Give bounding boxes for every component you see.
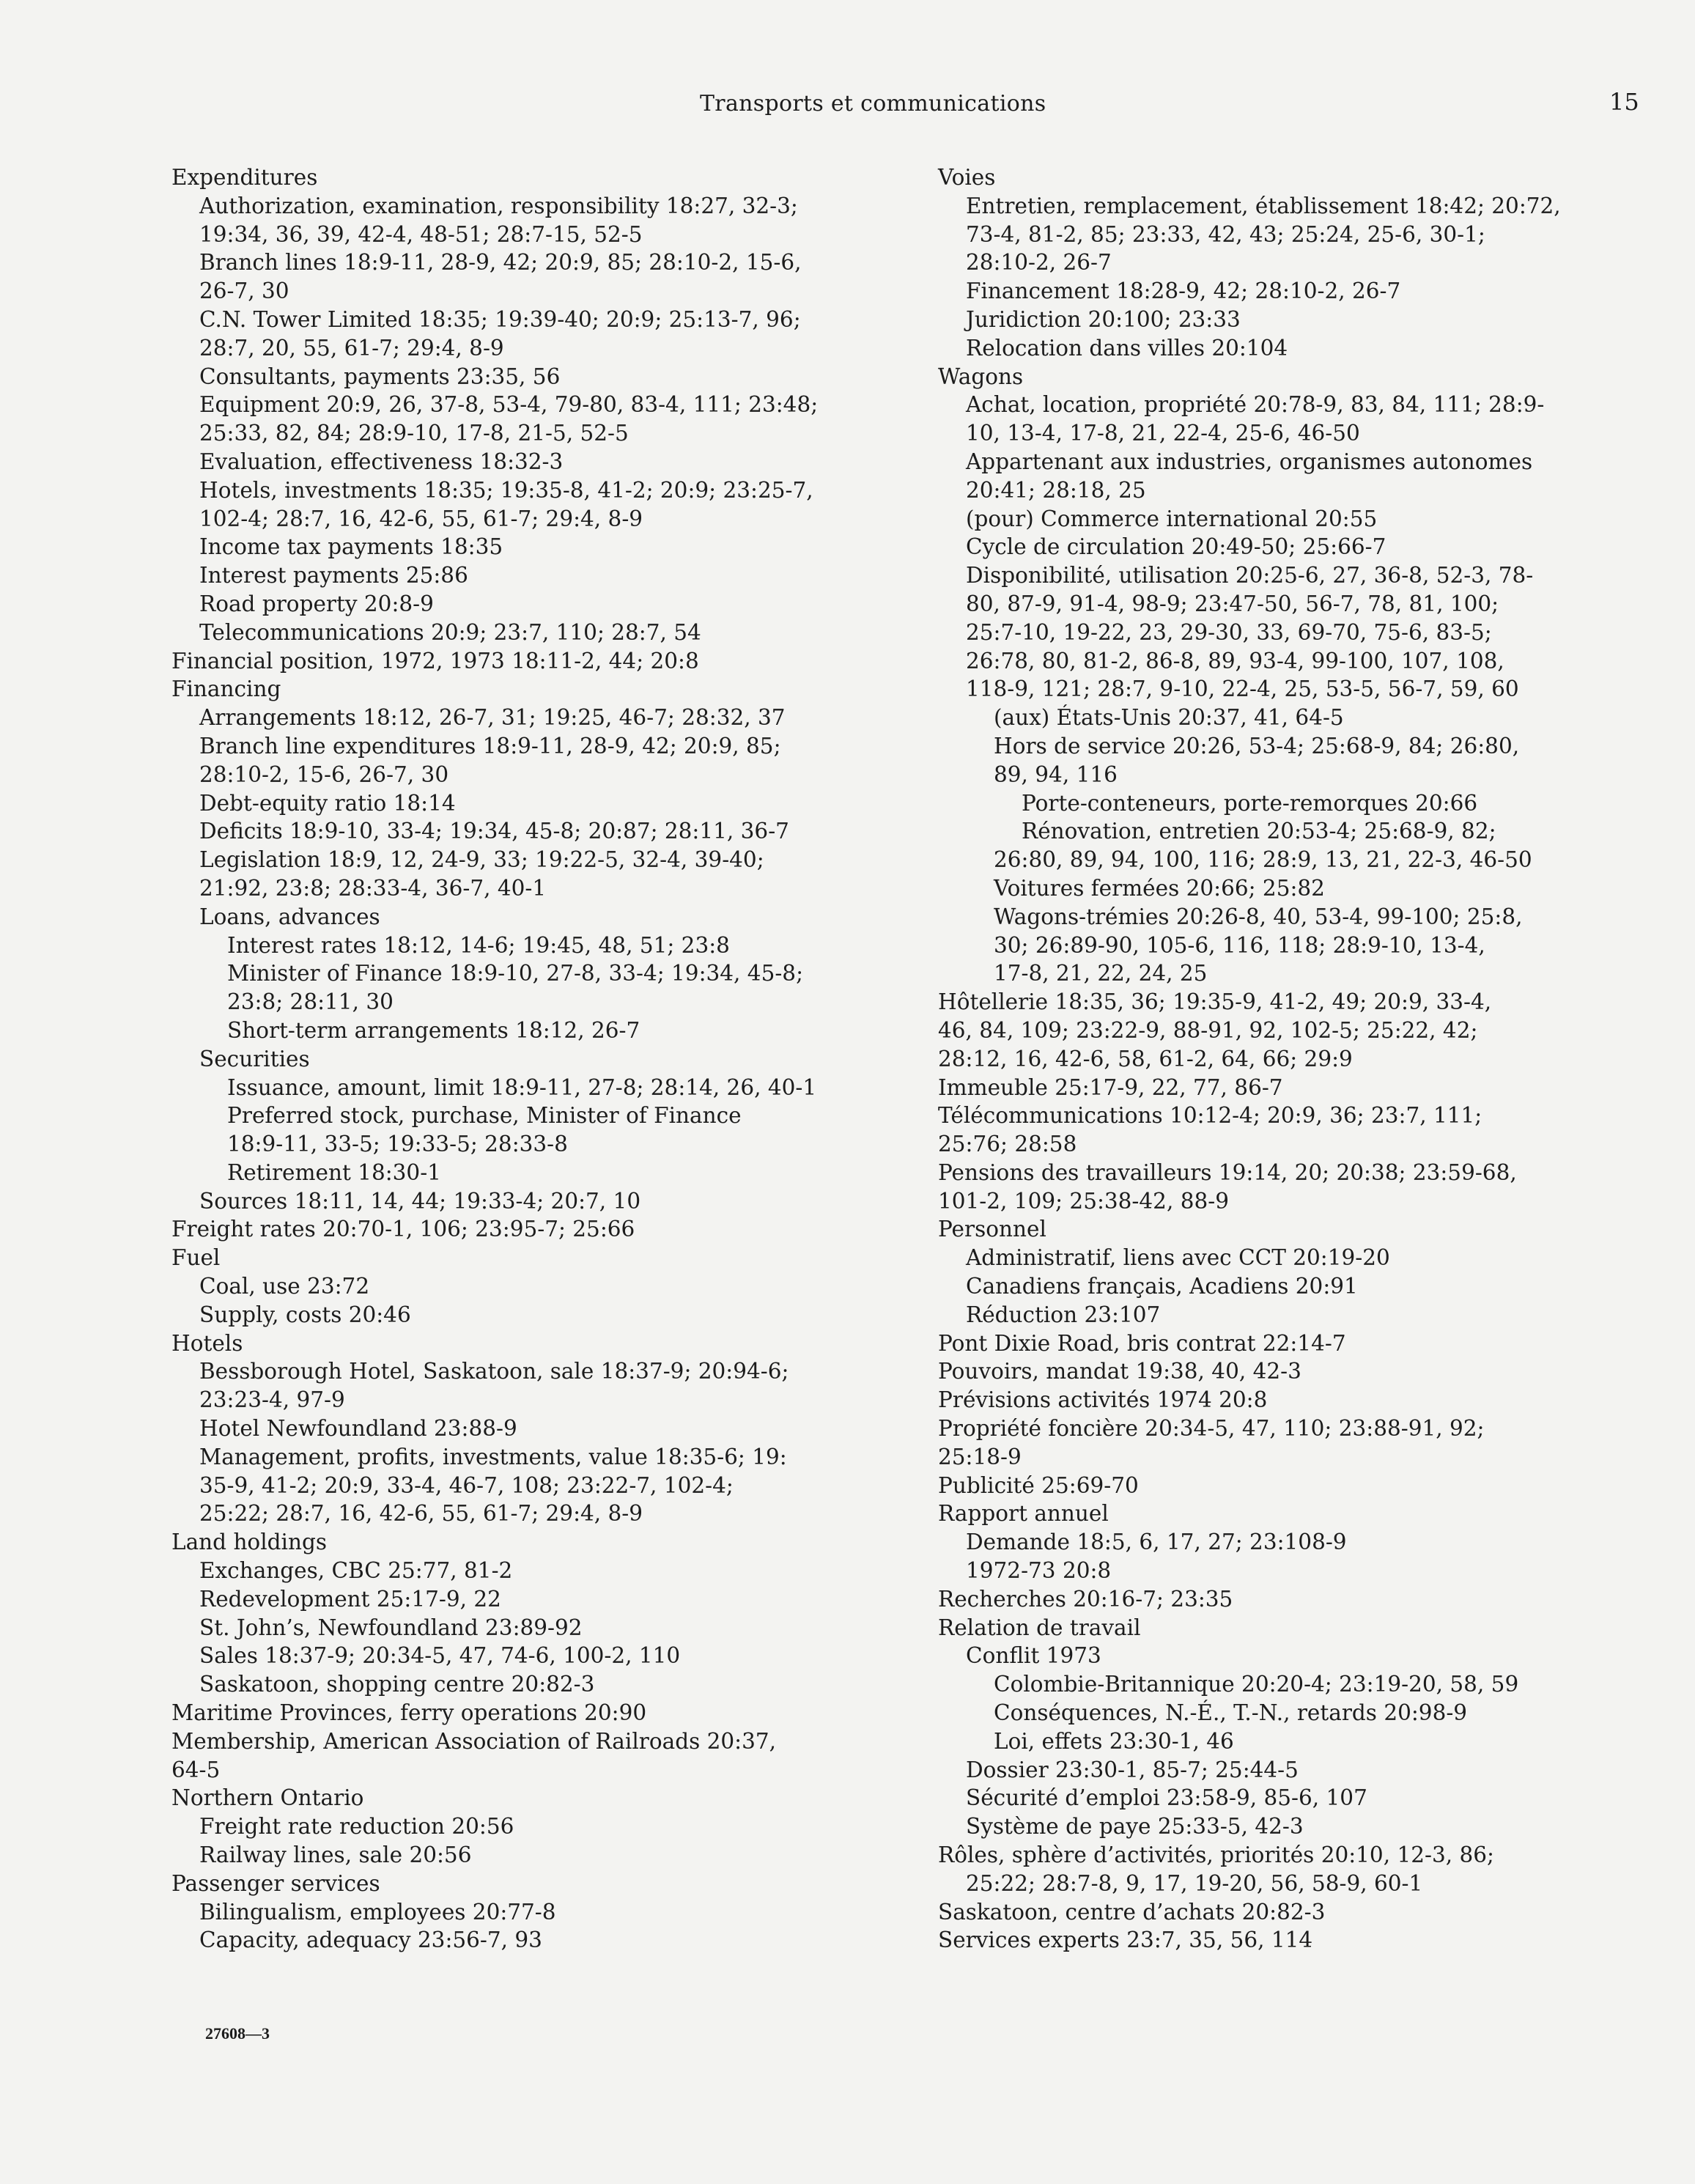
index-entry: Prévisions activités 1974 20:8 (938, 1387, 1268, 1413)
index-entry: Relocation dans villes 20:104 (966, 335, 1288, 361)
index-entry: 25:22; 28:7-8, 9, 17, 19-20, 56, 58-9, 60-1 (966, 1870, 1423, 1896)
index-entry: Cycle de circulation 20:49-50; 25:66-7 (966, 534, 1386, 560)
index-entry: Wagons (938, 364, 1024, 389)
index-entry: Juridiction 20:100; 23:33 (966, 306, 1241, 332)
index-entry: Land holdings (171, 1530, 327, 1555)
index-entry: Porte-conteneurs, porte-remorques 20:66 (1022, 790, 1478, 816)
index-entry: Road property 20:8-9 (199, 591, 434, 616)
index-entry: Interest payments 25:86 (199, 563, 468, 589)
index-entry: 102-4; 28:7, 16, 42-6, 55, 61-7; 29:4, 8-9 (199, 506, 643, 531)
index-entry: Saskatoon, centre d’achats 20:82-3 (938, 1899, 1326, 1925)
index-entry: Sources 18:11, 14, 44; 19:33-4; 20:7, 10 (199, 1188, 641, 1214)
index-entry: 46, 84, 109; 23:22-9, 88-91, 92, 102-5; 25:22, 42; (938, 1017, 1478, 1043)
index-entry: Loi, effets 23:30-1, 46 (994, 1728, 1234, 1754)
index-entry: Réduction 23:107 (966, 1302, 1161, 1327)
index-entry: Sécurité d’emploi 23:58-9, 85-6, 107 (966, 1785, 1367, 1811)
index-entry: Capacity, adequacy 23:56-7, 93 (199, 1927, 542, 1953)
index-entry: Expenditures (171, 165, 318, 190)
index-entry: Colombie-Britannique 20:20-4; 23:19-20, 58, 59 (994, 1672, 1519, 1697)
index-entry: Consultants, payments 23:35, 56 (199, 364, 561, 389)
index-entry: (aux) États-Unis 20:37, 41, 64-5 (994, 705, 1344, 731)
index-entry: Income tax payments 18:35 (199, 534, 503, 560)
index-entry: 18:9-11, 33-5; 19:33-5; 28:33-8 (227, 1132, 568, 1157)
index-entry: Wagons-trémies 20:26-8, 40, 53-4, 99-100; 25:8, (994, 904, 1523, 929)
index-entry: 23:8; 28:11, 30 (227, 989, 394, 1015)
index-entry: Propriété foncière 20:34-5, 47, 110; 23:88-91, 92; (938, 1416, 1485, 1442)
index-entry: 17-8, 21, 22, 24, 25 (994, 961, 1208, 986)
index-entry: Pouvoirs, mandat 19:38, 40, 42-3 (938, 1359, 1301, 1384)
index-entry: Sales 18:37-9; 20:34-5, 47, 74-6, 100-2, 110 (199, 1643, 681, 1669)
index-entry: 118-9, 121; 28:7, 9-10, 22-4, 25, 53-5, 56-7, 59, 60 (966, 676, 1519, 702)
index-entry: Financement 18:28-9, 42; 28:10-2, 26-7 (966, 278, 1401, 304)
index-entry: 28:10-2, 15-6, 26-7, 30 (199, 761, 449, 787)
index-entry: Passenger services (171, 1870, 380, 1896)
index-entry: 64-5 (171, 1757, 221, 1782)
index-entry: Voitures fermées 20:66; 25:82 (994, 875, 1325, 901)
index-entry: 25:76; 28:58 (938, 1132, 1077, 1157)
index-entry: Financing (171, 676, 281, 702)
index-entry: Administratif, liens avec CCT 20:19-20 (966, 1245, 1390, 1271)
index-entry: Voies (938, 165, 996, 190)
index-entry: Bessborough Hotel, Saskatoon, sale 18:37-9; 20:94-6; (199, 1359, 789, 1384)
index-entry: C.N. Tower Limited 18:35; 19:39-40; 20:9; 25:13-7, 96; (199, 306, 801, 332)
index-entry: Loans, advances (199, 904, 380, 929)
index-entry: 26:78, 80, 81-2, 86-8, 89, 93-4, 99-100, 107, 108, (966, 648, 1504, 674)
index-entry: Hotels (171, 1330, 243, 1356)
index-entry: Membership, American Association of Railroads 20:37, (171, 1728, 777, 1754)
index-entry: Management, profits, investments, value 18:35-6; 19: (199, 1444, 787, 1469)
index-entry: Northern Ontario (171, 1785, 364, 1811)
index-entry: Branch lines 18:9-11, 28-9, 42; 20:9, 85; 28:10-2, 15-6, (199, 250, 802, 276)
index-entry: Hôtellerie 18:35, 36; 19:35-9, 41-2, 49; 20:9, 33-4, (938, 989, 1492, 1015)
index-entry: Freight rates 20:70-1, 106; 23:95-7; 25:66 (171, 1217, 635, 1242)
index-entry: Coal, use 23:72 (199, 1274, 370, 1299)
index-entry: 25:22; 28:7, 16, 42-6, 55, 61-7; 29:4, 8-9 (199, 1501, 643, 1527)
index-entry: Services experts 23:7, 35, 56, 114 (938, 1927, 1313, 1953)
index-entry: Railway lines, sale 20:56 (199, 1842, 472, 1868)
index-entry: (pour) Commerce international 20:55 (966, 506, 1378, 531)
index-entry: 10, 13-4, 17-8, 21, 22-4, 25-6, 46-50 (966, 421, 1360, 446)
index-entry: 26:80, 89, 94, 100, 116; 28:9, 13, 21, 22-3, 46-50 (994, 847, 1532, 873)
index-entry: Publicité 25:69-70 (938, 1472, 1139, 1498)
index-entry: Système de paye 25:33-5, 42-3 (966, 1814, 1304, 1840)
index-entry: Securities (199, 1046, 310, 1071)
index-entry: Branch line expenditures 18:9-11, 28-9, 42; 20:9, 85; (199, 733, 781, 759)
index-entry: Freight rate reduction 20:56 (199, 1814, 514, 1840)
index-entry: Issuance, amount, limit 18:9-11, 27-8; 28:14, 26, 40-1 (227, 1074, 817, 1100)
index-entry: Debt-equity ratio 18:14 (199, 790, 456, 816)
print-code: 27608—3 (205, 2024, 270, 2043)
index-entry: 21:92, 23:8; 28:33-4, 36-7, 40-1 (199, 875, 547, 901)
index-entry: Exchanges, CBC 25:77, 81-2 (199, 1558, 513, 1584)
index-entry: Telecommunications 20:9; 23:7, 110; 28:7, 54 (199, 619, 701, 645)
index-entry: St. John’s, Newfoundland 23:89-92 (199, 1615, 583, 1640)
index-entry: Arrangements 18:12, 26-7, 31; 19:25, 46-7; 28:32, 37 (199, 705, 786, 731)
index-entry: Entretien, remplacement, établissement 18:42; 20:72, (966, 193, 1561, 218)
index-entry: 73-4, 81-2, 85; 23:33, 42, 43; 25:24, 25-6, 30-1; (966, 221, 1485, 247)
index-entry: 89, 94, 116 (994, 761, 1118, 787)
index-entry: Recherches 20:16-7; 23:35 (938, 1586, 1233, 1612)
page-number: 15 (1609, 88, 1639, 116)
index-entry: Canadiens français, Acadiens 20:91 (966, 1274, 1358, 1299)
index-entry: Fuel (171, 1245, 221, 1271)
index-entry: Bilingualism, employees 20:77-8 (199, 1899, 556, 1925)
index-entry: Immeuble 25:17-9, 22, 77, 86-7 (938, 1074, 1283, 1100)
index-entry: Short-term arrangements 18:12, 26-7 (227, 1017, 640, 1043)
index-entry: 1972-73 20:8 (966, 1558, 1112, 1584)
index-entry: Dossier 23:30-1, 85-7; 25:44-5 (966, 1757, 1299, 1782)
index-entry: Achat, location, propriété 20:78-9, 83, 84, 111; 28:9- (966, 392, 1545, 418)
index-entry: Demande 18:5, 6, 17, 27; 23:108-9 (966, 1530, 1347, 1555)
index-entry: Evaluation, effectiveness 18:32-3 (199, 449, 564, 474)
index-entry: Saskatoon, shopping centre 20:82-3 (199, 1672, 595, 1697)
index-entry: Legislation 18:9, 12, 24-9, 33; 19:22-5, 32-4, 39-40; (199, 847, 764, 873)
index-entry: Hors de service 20:26, 53-4; 25:68-9, 84; 26:80, (994, 733, 1520, 759)
index-entry: Télécommunications 10:12-4; 20:9, 36; 23:7, 111; (938, 1103, 1482, 1129)
index-entry: Rénovation, entretien 20:53-4; 25:68-9, 82; (1022, 819, 1496, 844)
index-column-right (938, 163, 1612, 1955)
index-entry: 35-9, 41-2; 20:9, 33-4, 46-7, 108; 23:22-7, 102-4; (199, 1472, 734, 1498)
index-entry: Appartenant aux industries, organismes autonomes (966, 449, 1533, 474)
index-entry: 80, 87-9, 91-4, 98-9; 23:47-50, 56-7, 78, 81, 100; (966, 591, 1499, 616)
index-entry: 23:23-4, 97-9 (199, 1387, 345, 1413)
index-entry: 28:10-2, 26-7 (966, 250, 1112, 276)
index-entry: 25:33, 82, 84; 28:9-10, 17-8, 21-5, 52-5 (199, 421, 629, 446)
index-entry: Hotel Newfoundland 23:88-9 (199, 1416, 517, 1442)
index-entry: Conséquences, N.-É., T.-N., retards 20:98-9 (994, 1700, 1468, 1726)
index-entry: Deficits 18:9-10, 33-4; 19:34, 45-8; 20:87; 28:11, 36-7 (199, 819, 789, 844)
index-entry: Personnel (938, 1217, 1046, 1242)
index-entry: Maritime Provinces, ferry operations 20:90 (171, 1700, 647, 1726)
index-entry: 26-7, 30 (199, 278, 289, 304)
index-entry: Relation de travail (938, 1615, 1141, 1640)
running-header: Transports et communications (700, 91, 1046, 117)
index-entry: 101-2, 109; 25:38-42, 88-9 (938, 1188, 1229, 1214)
index-entry: Preferred stock, purchase, Minister of Finance (227, 1103, 742, 1129)
index-entry: Interest rates 18:12, 14-6; 19:45, 48, 51; 23:8 (227, 932, 730, 958)
index-entry: Financial position, 1972, 1973 18:11-2, 44; 20:8 (171, 648, 699, 674)
index-entry: Pensions des travailleurs 19:14, 20; 20:38; 23:59-68, (938, 1159, 1517, 1185)
index-entry: Equipment 20:9, 26, 37-8, 53-4, 79-80, 83-4, 111; 23:48; (199, 392, 819, 418)
index-entry: 28:12, 16, 42-6, 58, 61-2, 64, 66; 29:9 (938, 1046, 1353, 1071)
index-entry: Supply, costs 20:46 (199, 1302, 411, 1327)
index-entry: 25:18-9 (938, 1444, 1022, 1469)
index-entry: 19:34, 36, 39, 42-4, 48-51; 28:7-15, 52-5 (199, 221, 643, 247)
index-entry: 25:7-10, 19-22, 23, 29-30, 33, 69-70, 75-6, 83-5; (966, 619, 1492, 645)
index-entry: Hotels, investments 18:35; 19:35-8, 41-2; 20:9; 23:25-7, (199, 477, 813, 503)
index-entry: Minister of Finance 18:9-10, 27-8, 33-4; 19:34, 45-8; (227, 961, 804, 986)
index-entry: 20:41; 28:18, 25 (966, 477, 1146, 503)
index-entry: Authorization, examination, responsibility 18:27, 32-3; (199, 193, 798, 218)
index-entry: Rôles, sphère d’activités, priorités 20:10, 12-3, 86; (938, 1842, 1494, 1868)
index-entry: Retirement 18:30-1 (227, 1159, 441, 1185)
index-entry: 28:7, 20, 55, 61-7; 29:4, 8-9 (199, 335, 504, 361)
index-entry: Rapport annuel (938, 1501, 1109, 1527)
index-entry: Pont Dixie Road, bris contrat 22:14-7 (938, 1330, 1346, 1356)
index-entry: Conflit 1973 (966, 1643, 1101, 1669)
index-entry: Redevelopment 25:17-9, 22 (199, 1586, 501, 1612)
index-entry: 30; 26:89-90, 105-6, 116, 118; 28:9-10, 13-4, (994, 932, 1485, 958)
index-column-left (171, 163, 890, 1955)
index-entry: Disponibilité, utilisation 20:25-6, 27, 36-8, 52-3, 78- (966, 563, 1534, 589)
